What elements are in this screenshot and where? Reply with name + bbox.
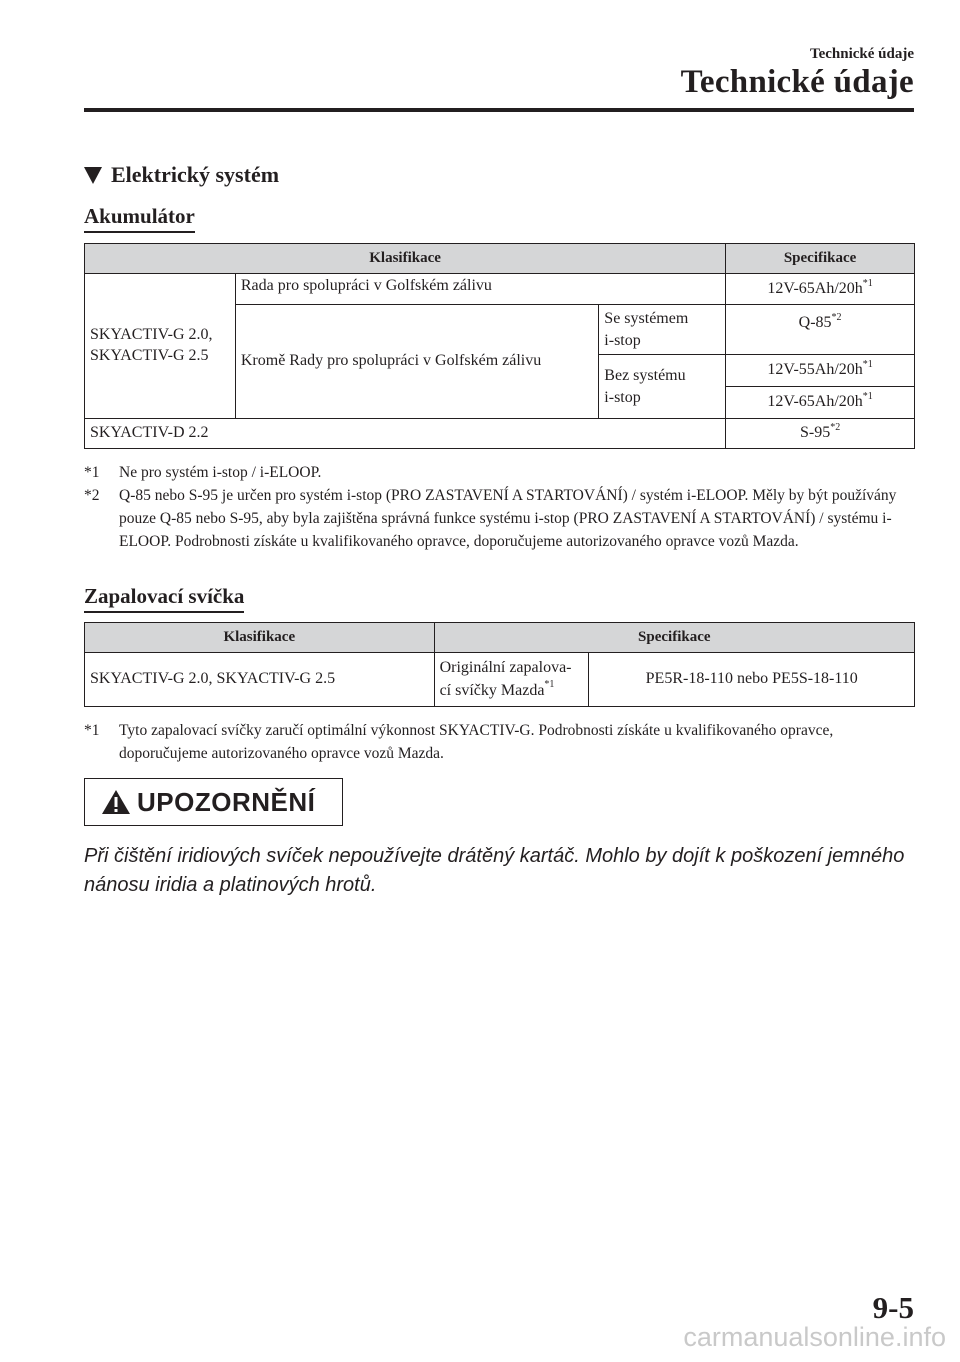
chapter-title: Technické údaje xyxy=(680,64,914,100)
battery-engine-d-spec-cell xyxy=(726,419,915,449)
battery-with-istop-spec-cell xyxy=(726,305,915,355)
section-title: Elektrický systém xyxy=(111,162,280,187)
footnote-mark: *2 xyxy=(830,422,841,434)
footnote-mark: *2 xyxy=(831,312,842,323)
battery-with-istop-label-cell: Se systémem i-stop xyxy=(599,305,726,355)
page-number: 9-5 xyxy=(872,1290,914,1325)
spark-type-cell xyxy=(434,653,589,707)
triangle-bullet-icon xyxy=(84,167,102,184)
footnote-mark: *1 xyxy=(862,359,873,371)
battery-header-specification: Specifikace xyxy=(726,244,915,274)
battery-without-istop-label-cell: Bez systému i-stop xyxy=(599,355,726,419)
battery-gulf-spec-cell xyxy=(726,274,915,305)
footnote xyxy=(84,719,914,765)
footnote xyxy=(84,484,914,553)
battery-notes xyxy=(84,461,914,553)
watermark: carmanualsonline.info xyxy=(683,1322,946,1352)
battery-header-classification: Klasifikace xyxy=(85,244,726,274)
footnote xyxy=(84,461,914,484)
battery-with-istop-spec: Q-85 xyxy=(798,314,832,331)
footnote-text: Tyto zapalovací svíčky zaručí optimální výkonnost SKYACTIV-G. Podrobnosti získáte u kvalifikovaného opravce, doporučujeme autorizovaného opravce vozů Mazda. xyxy=(119,722,834,762)
battery-heading: Akumulátor xyxy=(84,204,195,233)
footnote-mark: *1 xyxy=(84,722,100,739)
battery-engine-g-cell: SKYACTIV-G 2.0, SKYACTIV-G 2.5 xyxy=(85,274,236,419)
battery-engine-d-cell: SKYACTIV-D 2.2 xyxy=(85,419,726,449)
running-head: Technické údaje xyxy=(809,46,914,62)
battery-without-istop-spec-1-cell xyxy=(726,355,915,387)
battery-gulf-label-cell: Rada pro spolupráci v Golfském zálivu xyxy=(235,274,725,305)
footnote-text: Q-85 nebo S-95 je určen pro systém i-stop (PRO ZASTAVENÍ A STARTOVÁNÍ) / systém i-ELOOP. Měly by být používány pouze Q-85 nebo S-95, aby byla zajištěna správná funkce systému i-stop (PRO ZASTAVENÍ A STARTOVÁNÍ) / systému i-ELOOP. Podrobnosti získáte u kvalifikovaného opravce, doporučujeme autorizovaného opravce vozů Mazda. xyxy=(119,487,897,550)
battery-without-istop-spec-2-cell xyxy=(726,387,915,419)
spark-plug-heading: Zapalovací svíčka xyxy=(84,584,244,613)
spark-type-label: Originální zapalova- cí svíčky Mazda xyxy=(439,659,572,699)
battery-without-istop-spec-1: 12V-55Ah/20h xyxy=(767,361,863,379)
warning-box xyxy=(84,778,343,826)
footnote-mark: *1 xyxy=(84,464,100,481)
spark-spec-cell: PE5R-18-110 nebo PE5S-18-110 xyxy=(589,653,915,707)
footnote-text: Ne pro systém i-stop / i-ELOOP. xyxy=(119,464,322,481)
warning-icon xyxy=(101,789,131,815)
footnote-mark: *1 xyxy=(544,678,555,690)
battery-table xyxy=(84,243,915,449)
warning-title: UPOZORNĚNÍ xyxy=(137,786,316,817)
battery-engine-d-spec: S-95 xyxy=(799,424,831,442)
spark-header-classification: Klasifikace xyxy=(85,623,435,653)
battery-other-label-cell: Kromě Rady pro spolupráci v Golfském zálivu xyxy=(235,305,598,419)
footnote-mark: *1 xyxy=(862,277,873,289)
footnote-mark: *2 xyxy=(84,487,100,504)
battery-gulf-spec: 12V-65Ah/20h xyxy=(767,279,863,297)
battery-without-istop-spec-2: 12V-65Ah/20h xyxy=(767,393,863,411)
spark-plug-table xyxy=(84,622,915,707)
spark-header-specification: Specifikace xyxy=(434,623,914,653)
header-rule xyxy=(84,108,914,112)
spark-plug-notes xyxy=(84,719,914,765)
section-heading xyxy=(84,162,279,188)
spark-engine-cell: SKYACTIV-G 2.0, SKYACTIV-G 2.5 xyxy=(85,653,435,707)
footnote-mark: *1 xyxy=(862,391,873,403)
warning-text: Při čištění iridiových svíček nepoužívejte drátěný kartáč. Mohlo by dojít k poškození jemného nánosu iridia a platinových hrotů. xyxy=(84,845,905,896)
